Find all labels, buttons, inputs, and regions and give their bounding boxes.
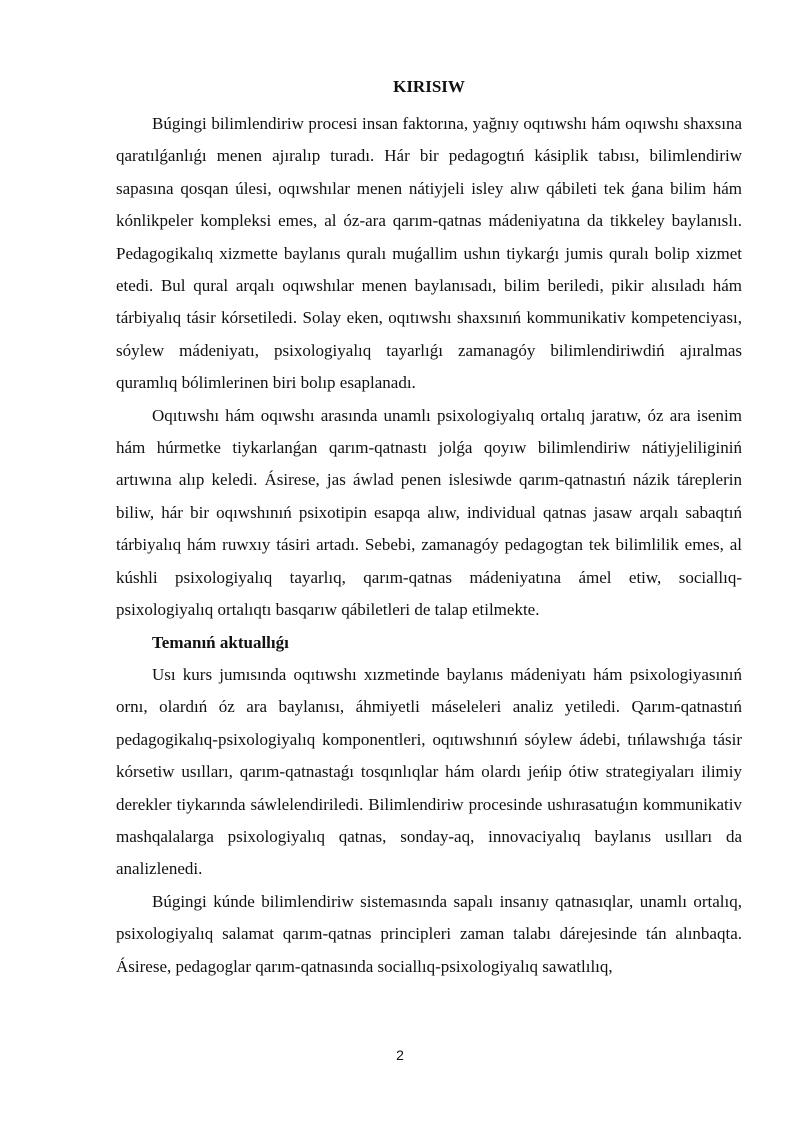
text-column xyxy=(116,76,742,983)
intro-paragraph-1: Búgingi bilimlendiriw procesi insan faktorına, yağnıy oqıtıwshı hám oqıwshı shaxsına qaratılǵanlıǵı menen ajıralıp turadı. Hár bir pedagogtıń kásiplik tabısı, bilimlendiriw sapasına qosqan úlesi, oqıwshılar menen nátiyjeli isley alıw qábileti tek ǵana bilim hám kónlikpeler kompleksi emes, al óz-ara qarım-qatnas mádeniyatına da tikkeley baylanıslı. Pedagogikalıq xizmette baylanıs quralı muǵallim ushın tiykarǵı jumis quralı bolip xizmet etedi. Bul qural arqalı oqıwshılar menen baylanısadı, bilim beriledi, pikir alısıladı hám tárbiyalıq tásir kórsetiledi. Solay eken, oqıtıwshı shaxsınıń kommunikativ kompetenciyası, sóylew mádeniyatı, psixologiyalıq tayarlıǵı zamanagóy bilimlendiriwdiń ajıralmas quramlıq bólimlerinen biri bolıp esaplanadı. xyxy=(116,114,742,393)
section-subheading: Temanıń aktuallıǵı xyxy=(152,632,289,652)
intro-paragraph-2: Oqıtıwshı hám oqıwshı arasında unamlı psixologiyalıq ortalıq jaratıw, óz ara isenim hám húrmetke tiykarlanǵan qarım-qatnastı jolǵa qoyıw bilimlendiriw nátiyjeliliginiń artıwına alıp keledi. Ásirese, jas áwlad penen islesiwde qarım-qatnastıń názik táreplerin biliw, hár bir oqıwshınıń psixotipin esapqa alıw, individual qatnas jasaw arqalı sabaqtıń tárbiyalıq hám ruwxıy tásiri artadı. Sebebi, zamanagóy pedagogtan tek bilimlilik emes, al kúshli psixologiyalıq tayarlıq, qarım-qatnas mádeniyatına ámel etiw, sociallıq-psixologiyalıq ortalıqtı basqarıw qábiletleri de talap etilmekte. xyxy=(116,405,742,620)
page-title: KIRISIW xyxy=(393,77,465,96)
page-number: 2 xyxy=(396,1047,404,1063)
relevance-paragraph-1: Usı kurs jumısında oqıtıwshı xızmetinde baylanıs mádeniyatı hám psixologiyasınıń ornı, olardıń óz ara baylanısı, áhmiyetli máseleleri analiz yetiledi. Qarım-qatnastıń pedagogikalıq-psixologiyalıq komponentleri, oqıtıwshınıń sóylew ádebi, tıńlawshıǵa tásir kórsetiw usılları, qarım-qatnastaǵı tosqınlıqlar hám olardı jeńip ótiw strategiyaları ilimiy derekler tiykarında sáwlelendiriledi. Bilimlendiriw procesinde ushırasatuǵın kommunikativ mashqalalarga psixologiyalıq qatnas, sonday-aq, innovaciyalıq baylanıs usılları da analizlenedi. xyxy=(116,664,742,879)
relevance-paragraph-2: Búgingi kúnde bilimlendiriw sistemasında sapalı insanıy qatnasıqlar, unamlı ortalıq, psixologiyalıq salamat qarım-qatnas principleri zaman talabı dárejesinde tán alınbaqta. Ásirese, pedagoglar qarım-qatnasında sociallıq-psixologiyalıq sawatlılıq, xyxy=(116,891,742,976)
